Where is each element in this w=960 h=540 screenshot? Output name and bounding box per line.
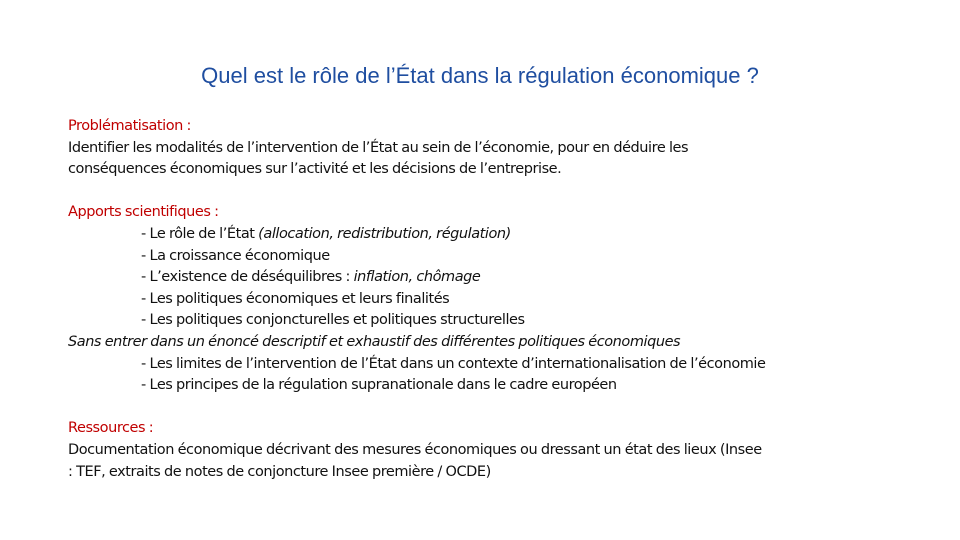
apports-item-text: - Les politiques conjoncturelles et politiques structurelles [141,312,525,329]
problematisation-line-1: Identifier les modalités de l’intervention de l’État au sein de l’économie, pour en déduire les [68,139,689,156]
problematisation-line-2: conséquences économiques sur l’activité et les décisions de l’entreprise. [68,161,562,178]
slide-body [68,116,908,483]
sans-entrer-note: Sans entrer dans un énoncé descriptif et exhaustif des différentes politiques économiques [68,333,681,350]
page-title: Quel est le rôle de l’État dans la régulation économique ? [201,63,759,88]
ressources-heading: Ressources : [68,420,154,437]
ressources-line-2: : TEF, extraits de notes de conjoncture Insee première / OCDE) [68,463,491,480]
problematisation-heading: Problématisation : [68,118,191,134]
apports-item [68,224,908,246]
spacer [68,181,908,203]
apports-heading: Apports scientifiques : [68,204,219,221]
apports-item [68,310,908,332]
spacer [68,397,908,419]
apports-item-text: - La croissance économique [141,247,330,264]
apports-item [68,289,908,311]
apports-item [68,267,908,289]
apports-item-text: - Le rôle de l’État [141,225,259,242]
apports-item-italic: inflation, chômage [353,269,481,286]
apports-item: - Les limites de l’intervention de l’État dans un contexte d’internationalisation de l’économie [141,355,766,372]
apports-item-text: - L’existence de déséquilibres : [141,269,354,286]
apports-item [68,246,908,268]
ressources-line-1: Documentation économique décrivant des mesures économiques ou dressant un état des lieux (Insee [68,441,762,458]
apports-item-italic: (allocation, redistribution, régulation) [258,225,511,242]
apports-item-text: - Les politiques économiques et leurs finalités [141,290,450,307]
apports-item: - Les principes de la régulation supranationale dans le cadre européen [141,377,617,394]
